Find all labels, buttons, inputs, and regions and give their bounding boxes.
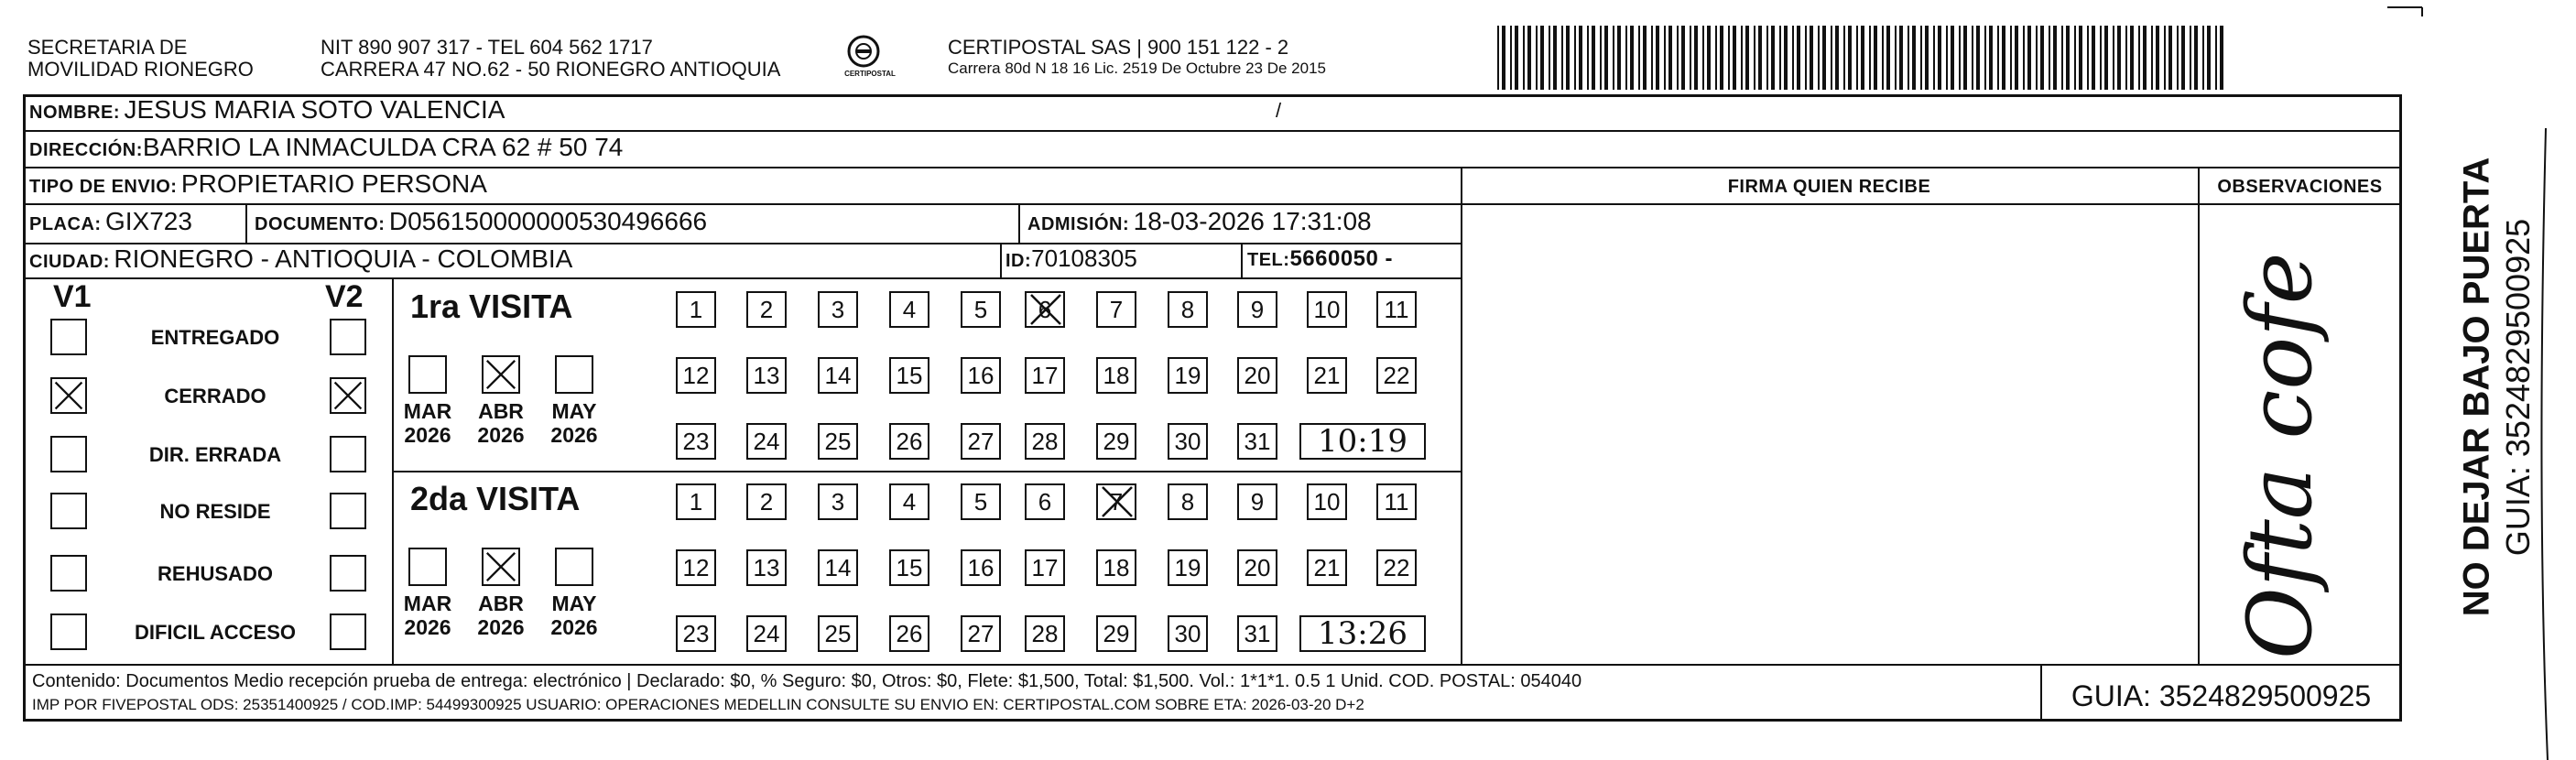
status-label-dificil-acceso: DIFICIL ACCESO [134, 621, 296, 644]
day-number: 23 [682, 428, 710, 455]
day-number: 19 [1174, 554, 1201, 581]
tipo-value: PROPIETARIO PERSONA [180, 169, 487, 198]
day-number: 2 [759, 488, 774, 516]
visit1-day-25[interactable] [818, 423, 858, 460]
status-label-no-reside: NO RESIDE [159, 500, 271, 523]
placa-value: GIX723 [105, 207, 192, 235]
visit1-day-9[interactable] [1237, 291, 1277, 328]
day-number: 21 [1313, 362, 1341, 389]
visit2-day-27[interactable] [961, 615, 1001, 652]
visit1-day-26[interactable] [889, 423, 929, 460]
day-number: 28 [1031, 620, 1059, 647]
visit2-time[interactable]: 13:26 [1299, 615, 1426, 652]
visit2-day-31[interactable] [1237, 615, 1277, 652]
corner-mark [2386, 0, 2440, 18]
nombre-row [29, 95, 505, 125]
day-number: 28 [1031, 428, 1059, 455]
issuer-line1: SECRETARIA DE [27, 36, 188, 59]
visit1-day-3[interactable] [818, 291, 858, 328]
visit2-day-6[interactable] [1025, 483, 1065, 520]
v2-checkbox-rehusado[interactable] [330, 555, 366, 592]
visit2-day-22[interactable] [1376, 549, 1417, 586]
id-label: ID: [1005, 251, 1032, 271]
visit2-day-25[interactable] [818, 615, 858, 652]
day-check-mark [1099, 483, 1136, 528]
col-divider [2198, 167, 2200, 664]
day-number: 15 [896, 554, 923, 581]
month-name: ABR [478, 399, 524, 423]
visit1-month-checkbox-abr[interactable] [482, 355, 520, 394]
day-number: 1 [689, 488, 703, 516]
month-year: 2026 [404, 615, 451, 639]
documento-label: DOCUMENTO: [255, 214, 386, 234]
direccion-label: DIRECCIÓN: [29, 140, 143, 160]
day-number: 17 [1031, 554, 1059, 581]
visit1-day-14[interactable] [818, 357, 858, 394]
month-year: 2026 [550, 615, 598, 639]
visit1-month-label [396, 399, 460, 447]
day-number: 7 [1109, 488, 1124, 516]
day-number: 29 [1103, 428, 1130, 455]
col-divider [1241, 243, 1243, 277]
day-number: 24 [753, 620, 780, 647]
status-label-entregado: ENTREGADO [150, 326, 280, 349]
status-label-rehusado: REHUSADO [158, 562, 273, 585]
day-number: 9 [1250, 488, 1265, 516]
row-divider [1461, 203, 2198, 205]
footer-imp: IMP POR FIVEPOSTAL ODS: 25351400925 / COD.IMP: 54499300925 USUARIO: OPERACIONES MEDELLIN CONSULTE SU ENVIO EN: CERTIPOSTAL.COM SOBRE ETA: 2026-03-20 D+2 [32, 696, 1364, 713]
day-number: 8 [1180, 488, 1195, 516]
day-number: 31 [1244, 428, 1271, 455]
certipostal-logo [838, 33, 902, 88]
day-number: 12 [682, 554, 710, 581]
side-guia-text: GUIA: 3524829500925 [2499, 218, 2537, 557]
no-dejar-text: NO DEJAR BAJO PUERTA [2456, 157, 2497, 617]
visit1-day-24[interactable] [746, 423, 787, 460]
tipo-label: TIPO DE ENVIO: [29, 177, 178, 197]
row-divider [23, 203, 1461, 205]
admision-value: 18-03-2026 17:31:08 [1133, 207, 1372, 235]
direccion-value: BARRIO LA INMACULDA CRA 62 # 50 74 [142, 133, 624, 161]
visit1-day-19[interactable] [1168, 357, 1208, 394]
visit2-day-9[interactable] [1237, 483, 1277, 520]
visit2-day-2[interactable] [746, 483, 787, 520]
side-panel [2418, 128, 2537, 641]
visit1-month-label [469, 399, 533, 447]
visit2-month-checkbox-abr[interactable] [482, 548, 520, 586]
visit-title-2: 2da VISITA [410, 480, 581, 517]
day-number: 18 [1103, 554, 1130, 581]
day-check-mark [1027, 291, 1064, 336]
day-number: 27 [967, 428, 995, 455]
month-year: 2026 [550, 423, 598, 447]
row-divider [23, 130, 2402, 132]
day-number: 1 [689, 296, 703, 323]
visit2-day-16[interactable] [961, 549, 1001, 586]
day-number: 26 [896, 428, 923, 455]
v1-checkbox-no-reside[interactable] [50, 493, 87, 529]
row-divider [23, 664, 2402, 666]
v1-checkbox-dificil-acceso[interactable] [50, 613, 87, 650]
ciudad-cell [29, 244, 572, 274]
day-number: 11 [1384, 296, 1409, 323]
footer-contenido: Contenido: Documentos Medio recepción prueba de entrega: electrónico | Declarado: $0, % Seguro: $0, Otros: $0, Flete: $1,500, Total: $1,500. Vol.: 1*1*1. 0.5 1 Unid. COD. POSTAL: 054040 [32, 671, 1582, 691]
visit2-month-label [396, 592, 460, 639]
stray-mark: / [1276, 99, 1282, 122]
day-number: 17 [1031, 362, 1059, 389]
issuer-line2: MOVILIDAD RIONEGRO [27, 58, 254, 81]
v1-checkbox-rehusado[interactable] [50, 555, 87, 592]
day-number: 20 [1244, 362, 1271, 389]
day-number: 15 [896, 362, 923, 389]
day-number: 16 [967, 554, 995, 581]
day-number: 6 [1038, 488, 1052, 516]
month-name: MAY [551, 592, 597, 615]
day-number: 11 [1384, 488, 1409, 516]
address-line: CARRERA 47 NO.62 - 50 RIONEGRO ANTIOQUIA [321, 58, 781, 81]
month-year: 2026 [477, 615, 525, 639]
placa-cell [29, 207, 192, 236]
visit2-day-5[interactable] [961, 483, 1001, 520]
day-number: 5 [973, 296, 988, 323]
v2-checkbox-dificil-acceso[interactable] [330, 613, 366, 650]
visit1-day-13[interactable] [746, 357, 787, 394]
tel-value: 5660050 - [1289, 246, 1394, 271]
v1-checkbox-cerrado[interactable] [50, 377, 87, 414]
visit2-day-15[interactable] [889, 549, 929, 586]
day-number: 13 [753, 362, 780, 389]
row-divider [2198, 203, 2402, 205]
tel-label: TEL: [1247, 250, 1290, 270]
visit2-day-4[interactable] [889, 483, 929, 520]
tipo-row [29, 169, 487, 199]
day-number: 26 [896, 620, 923, 647]
visit2-day-30[interactable] [1168, 615, 1208, 652]
day-number: 4 [902, 296, 917, 323]
visit2-day-13[interactable] [746, 549, 787, 586]
visit2-day-29[interactable] [1096, 615, 1136, 652]
edge-line [2537, 128, 2540, 760]
visit1-time[interactable]: 10:19 [1299, 423, 1426, 460]
col-divider [1000, 243, 1002, 277]
day-number: 14 [824, 362, 852, 389]
status-label-dir-errada: DIR. ERRADA [148, 443, 282, 466]
col-divider [1018, 203, 1020, 243]
visit1-day-20[interactable] [1237, 357, 1277, 394]
month-year: 2026 [404, 423, 451, 447]
placa-label: PLACA: [29, 214, 102, 234]
visit2-day-12[interactable] [676, 549, 716, 586]
visit1-day-23[interactable] [676, 423, 716, 460]
month-name: ABR [478, 592, 524, 615]
day-number: 24 [753, 428, 780, 455]
visit2-day-18[interactable] [1096, 549, 1136, 586]
logo-text: CERTIPOSTAL [844, 70, 896, 78]
visit1-day-29[interactable] [1096, 423, 1136, 460]
status-label-cerrado: CERRADO [164, 385, 266, 407]
nombre-value: JESUS MARIA SOTO VALENCIA [124, 95, 505, 124]
ciudad-value: RIONEGRO - ANTIOQUIA - COLOMBIA [114, 244, 573, 273]
visit1-day-16[interactable] [961, 357, 1001, 394]
visit2-day-26[interactable] [889, 615, 929, 652]
observaciones-handwriting [2216, 229, 2344, 659]
visit1-day-8[interactable] [1168, 291, 1208, 328]
day-number: 18 [1103, 362, 1130, 389]
documento-value: D056150000000530496666 [388, 207, 708, 235]
visit-title-1: 1ra VISITA [410, 288, 573, 325]
observaciones-header: OBSERVACIONES [2217, 177, 2383, 197]
v2-header: V2 [325, 279, 364, 314]
row-divider [392, 471, 1461, 472]
visit2-day-28[interactable] [1025, 615, 1065, 652]
day-number: 25 [824, 620, 852, 647]
id-cell [1005, 244, 1137, 273]
visit1-month-checkbox-may[interactable] [555, 355, 593, 394]
visit2-day-7[interactable] [1096, 483, 1136, 520]
month-year: 2026 [477, 423, 525, 447]
day-number: 5 [973, 488, 988, 516]
visit1-day-15[interactable] [889, 357, 929, 394]
visit2-day-20[interactable] [1237, 549, 1277, 586]
visit2-day-1[interactable] [676, 483, 716, 520]
visit1-month-label [542, 399, 606, 447]
day-number: 10 [1313, 488, 1341, 516]
day-number: 2 [759, 296, 774, 323]
day-number: 8 [1180, 296, 1195, 323]
visit2-day-10[interactable] [1307, 483, 1347, 520]
nit-line: NIT 890 907 317 - TEL 604 562 1717 [321, 36, 653, 59]
visit2-month-label [542, 592, 606, 639]
v2-checkbox-cerrado[interactable] [330, 377, 366, 414]
day-number: 19 [1174, 362, 1201, 389]
visit2-day-8[interactable] [1168, 483, 1208, 520]
admision-label: ADMISIÓN: [1027, 214, 1130, 234]
day-number: 3 [831, 296, 845, 323]
v1-header: V1 [53, 279, 92, 314]
courier-line2: Carrera 80d N 18 16 Lic. 2519 De Octubre 23 De 2015 [948, 60, 1326, 77]
ciudad-label: CIUDAD: [29, 252, 110, 272]
visit2-day-21[interactable] [1307, 549, 1347, 586]
day-number: 16 [967, 362, 995, 389]
courier-line1: CERTIPOSTAL SAS | 900 151 122 - 2 [948, 36, 1289, 59]
visit1-day-1[interactable] [676, 291, 716, 328]
visit1-day-22[interactable] [1376, 357, 1417, 394]
month-name: MAR [403, 399, 452, 423]
issuer-contact [321, 37, 780, 81]
visit1-day-5[interactable] [961, 291, 1001, 328]
visit1-day-31[interactable] [1237, 423, 1277, 460]
visit2-day-11[interactable] [1376, 483, 1417, 520]
day-number: 3 [831, 488, 845, 516]
visit2-month-checkbox-mar[interactable] [408, 548, 447, 586]
admision-cell [1027, 207, 1372, 236]
id-value: 70108305 [1031, 244, 1137, 272]
day-number: 6 [1038, 296, 1052, 323]
visit2-day-3[interactable] [818, 483, 858, 520]
day-number: 23 [682, 620, 710, 647]
col-divider [245, 203, 247, 243]
courier-block [948, 37, 1326, 79]
day-number: 13 [753, 554, 780, 581]
day-number: 31 [1244, 620, 1271, 647]
day-number: 21 [1313, 554, 1341, 581]
visit1-day-10[interactable] [1307, 291, 1347, 328]
visit1-day-27[interactable] [961, 423, 1001, 460]
v1-checkbox-entregado[interactable] [50, 319, 87, 355]
visit1-day-12[interactable] [676, 357, 716, 394]
v2-checkbox-dir-errada[interactable] [330, 436, 366, 472]
v2-checkbox-no-reside[interactable] [330, 493, 366, 529]
tel-cell [1247, 246, 1393, 272]
visit1-day-11[interactable] [1376, 291, 1417, 328]
visit1-day-4[interactable] [889, 291, 929, 328]
day-number: 29 [1103, 620, 1130, 647]
barcode [1497, 26, 2225, 90]
row-divider [23, 167, 2402, 168]
day-number: 10 [1313, 296, 1341, 323]
visit1-day-6[interactable] [1025, 291, 1065, 328]
day-number: 4 [902, 488, 917, 516]
visit2-day-17[interactable] [1025, 549, 1065, 586]
visit2-month-checkbox-may[interactable] [555, 548, 593, 586]
col-divider [392, 277, 394, 664]
v2-checkbox-entregado[interactable] [330, 319, 366, 355]
day-number: 20 [1244, 554, 1271, 581]
month-name: MAY [551, 399, 597, 423]
day-number: 7 [1109, 296, 1124, 323]
issuer-block [27, 37, 254, 81]
visit2-day-24[interactable] [746, 615, 787, 652]
visit1-day-28[interactable] [1025, 423, 1065, 460]
day-number: 9 [1250, 296, 1265, 323]
day-number: 27 [967, 620, 995, 647]
month-name: MAR [403, 592, 452, 615]
visit1-day-21[interactable] [1307, 357, 1347, 394]
visit1-day-2[interactable] [746, 291, 787, 328]
direccion-row [29, 133, 623, 162]
nombre-label: NOMBRE: [29, 103, 121, 123]
visit1-day-7[interactable] [1096, 291, 1136, 328]
visit1-month-checkbox-mar[interactable] [408, 355, 447, 394]
visit2-month-label [469, 592, 533, 639]
day-number: 30 [1174, 428, 1201, 455]
day-number: 25 [824, 428, 852, 455]
day-number: 22 [1383, 362, 1410, 389]
visit1-day-30[interactable] [1168, 423, 1208, 460]
day-number: 12 [682, 362, 710, 389]
day-number: 30 [1174, 620, 1201, 647]
visit2-day-23[interactable] [676, 615, 716, 652]
visit1-day-17[interactable] [1025, 357, 1065, 394]
firma-header: FIRMA QUIEN RECIBE [1727, 177, 1931, 197]
documento-cell [255, 207, 707, 236]
observaciones-text: Ofta cofe [2229, 252, 2331, 659]
day-number: 14 [824, 554, 852, 581]
visit2-day-14[interactable] [818, 549, 858, 586]
visit1-day-18[interactable] [1096, 357, 1136, 394]
visit2-day-19[interactable] [1168, 549, 1208, 586]
footer-guia: GUIA: 3524829500925 [2071, 679, 2372, 712]
v1-checkbox-dir-errada[interactable] [50, 436, 87, 472]
col-divider [1461, 167, 1462, 664]
day-number: 22 [1383, 554, 1410, 581]
row-divider [23, 277, 1461, 279]
